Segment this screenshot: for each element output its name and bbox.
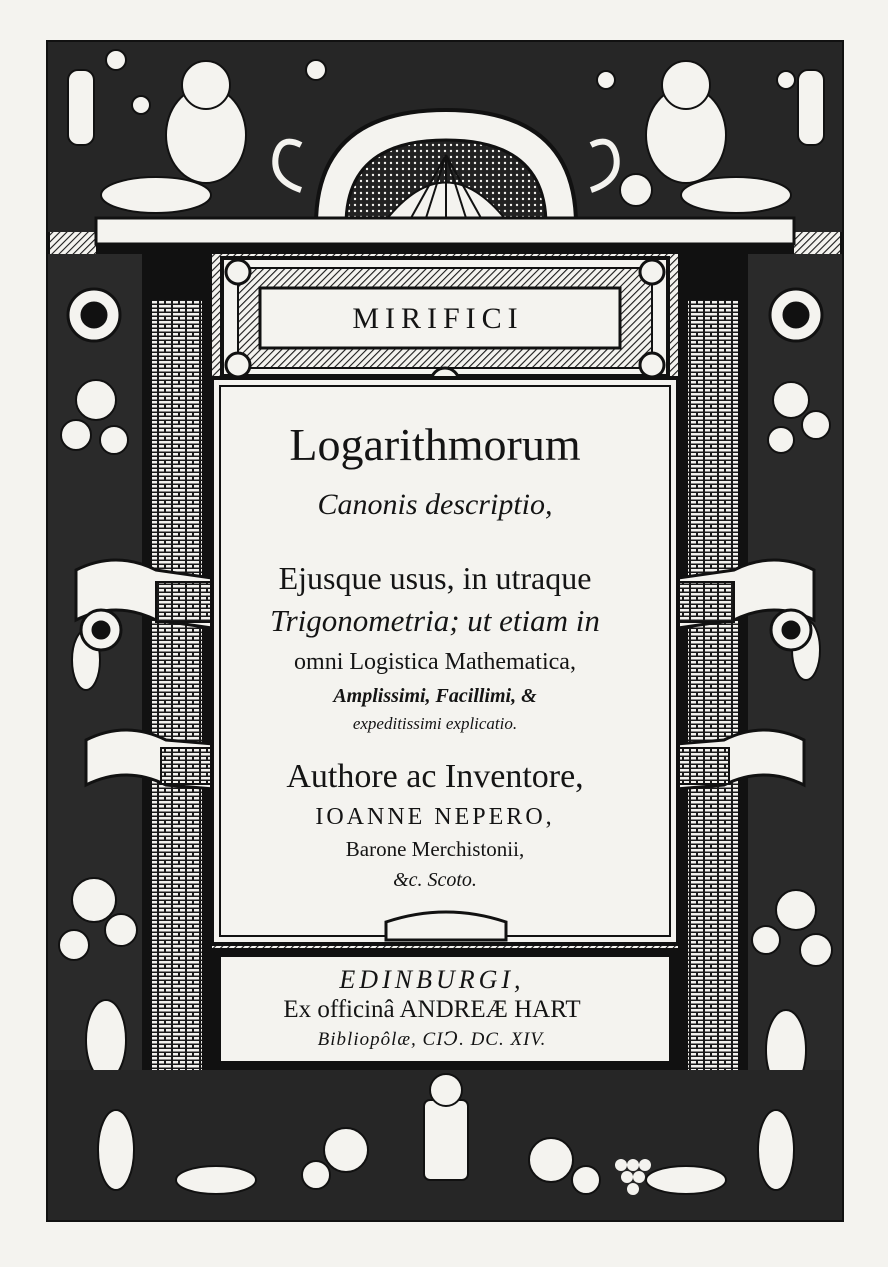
author-name: IOANNE NEPERO,: [315, 804, 555, 830]
body-line-1: Ejusque usus, in utraque: [278, 560, 592, 596]
main-title: Logarithmorum: [289, 419, 581, 470]
author-origin: &c. Scoto.: [393, 869, 477, 891]
body-line-5: expeditissimi explicatio.: [352, 714, 518, 733]
body-line-2: Trigonometria; ut etiam in: [270, 603, 600, 638]
imprint-date: Bibliopôlæ, CIↃ. DC. XIV.: [317, 1029, 547, 1050]
author-title: Barone Merchistonii,: [345, 837, 525, 861]
subtitle: Canonis descriptio,: [317, 488, 553, 521]
imprint-printer: Ex officinâ ANDREÆ HART: [283, 996, 581, 1023]
imprint-city: EDINBURGI,: [339, 965, 525, 994]
body-line-4: Amplissimi, Facillimi, &: [333, 685, 537, 707]
heading-mirifici: MIRIFICI: [352, 302, 524, 335]
body-line-3: omni Logistica Mathematica,: [294, 649, 576, 675]
author-line-1: Authore ac Inventore,: [286, 758, 584, 795]
